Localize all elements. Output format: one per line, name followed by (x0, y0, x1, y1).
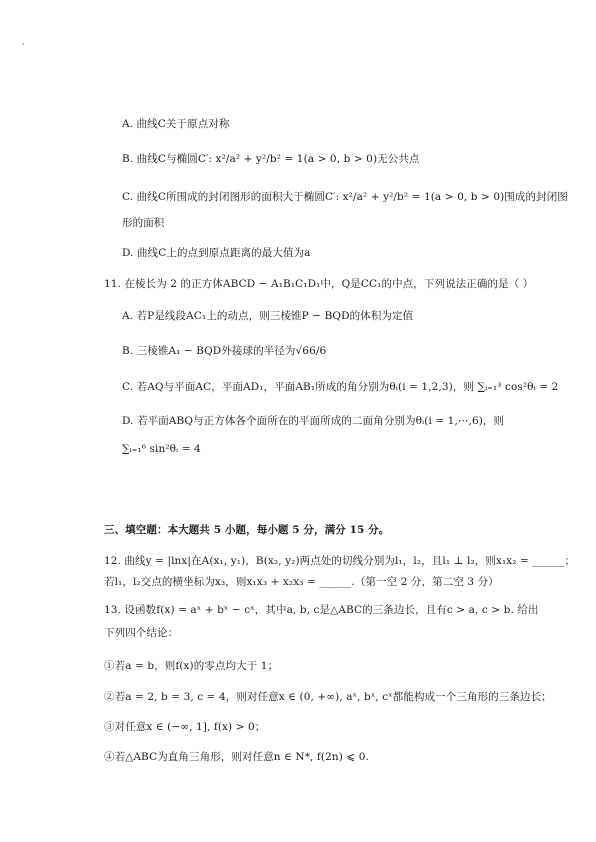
q12-line-2: 若l₁，l₂交点的横坐标为x₃，则x₁x₃ + x₂x₃ = ______.（第一空 2 分，第二空 3 分） (104, 576, 499, 588)
q11-option-a: A. 若P是线段AC₁上的动点，则三棱锥P − BQD的体积为定值 (122, 310, 414, 322)
q10-option-c: C. 曲线C所围成的封闭图形的面积大于椭圆C′: x²/a² + y²/b² = 1(a > 0, b > 0)围成的封闭图 (122, 191, 568, 203)
q13-line-1: 13. 设函数f(x) = aˣ + bˣ − cˣ，其中a, b, c是△ABC的三条边长，且有c > a, c > b. 给出 (104, 604, 539, 616)
q11-option-d-continued: ∑ᵢ₌₁⁶ sin²θᵢ = 4 (122, 443, 201, 455)
q10-option-b: B. 曲线C与椭圆C′: x²/a² + y²/b² = 1(a > 0, b > 0)无公共点 (122, 153, 420, 165)
q10-option-d: D. 曲线C上的点到原点距离的最大值为a (122, 247, 311, 259)
q13-conclusion-3: ③对任意x ∈ (−∞, 1], f(x) > 0； (104, 721, 266, 733)
q11-option-b: B. 三棱锥A₁ − BQD外接球的半径为√66/6 (122, 345, 327, 357)
q13-conclusion-2: ②若a = 2, b = 3, c = 4，则对任意x ∈ (0, +∞), aˣ, bˣ, cˣ都能构成一个三角形的三条边长； (104, 691, 552, 703)
q13-line-2: 下列四个结论： (104, 627, 179, 639)
q13-conclusion-1: ①若a = b，则f(x)的零点均大于 1； (104, 660, 279, 672)
q11-option-c: C. 若AQ与平面AC，平面AD₁，平面AB₁所成的角分别为θᵢ(i = 1,2,3)，则 ∑ᵢ₌₁³ cos²θᵢ = 2 (122, 381, 559, 393)
scan-speck (22, 43, 24, 45)
q13-conclusion-4: ④若△ABC为直角三角形，则对任意n ∈ N*, f(2n) ⩽ 0. (104, 751, 369, 763)
q10-option-a: A. 曲线C关于原点对称 (122, 118, 230, 130)
q11-option-d: D. 若平面ABQ与正方体各个面所在的平面所成的二面角分别为θᵢ(i = 1,⋯,6)，则 (122, 415, 505, 427)
q11-stem: 11. 在棱长为 2 的正方体ABCD − A₁B₁C₁D₁中，Q是CC₁的中点，下列说法正确的是（ ） (104, 278, 534, 290)
section-3-heading: 三、填空题：本大题共 5 小题，每小题 5 分，满分 15 分。 (104, 524, 390, 536)
q10-option-c-continued: 形的面积 (122, 217, 165, 229)
q12-line-1: 12. 曲线y = |lnx|在A(x₁, y₁)，B(x₂, y₂)两点处的切线分别为l₁，l₂，且l₁ ⊥ l₂，则x₁x₂ = ______； (104, 555, 576, 567)
